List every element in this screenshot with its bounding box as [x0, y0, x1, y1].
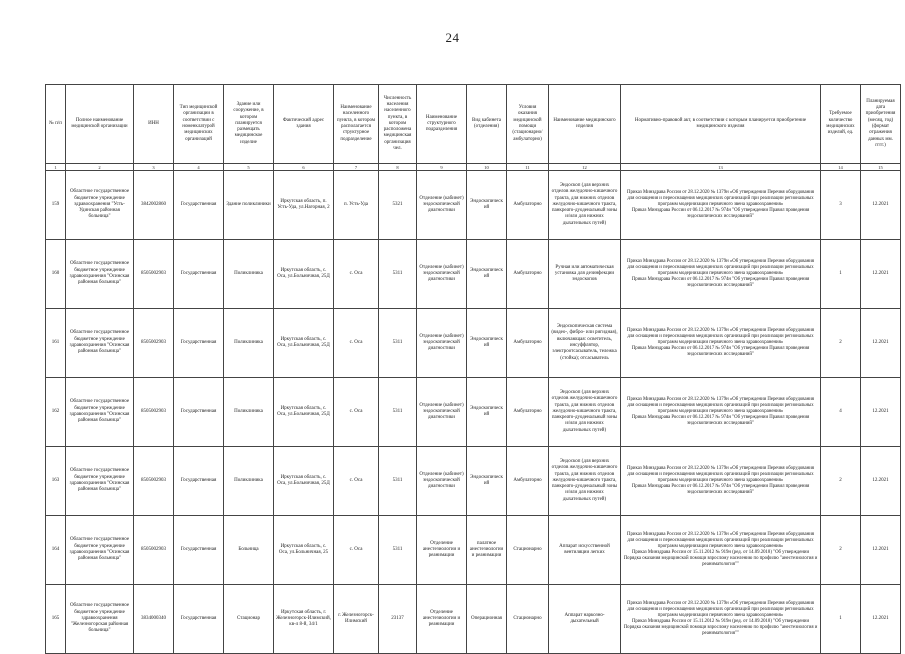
table-row: [46, 516, 901, 585]
column-number: 4: [174, 164, 224, 171]
inn: 8505002903: [134, 378, 174, 447]
address: Иркутская область, с. Оса, ул.Больничная, 25Д: [274, 240, 334, 309]
conditions: Амбулаторно: [507, 378, 549, 447]
org-type: Государственная: [174, 447, 224, 516]
org-name: Областное государственное бюджетное учреждение здравоохранения "Осинская районная больница": [66, 309, 134, 378]
device: Эндоскоп (для верхних отделов желудочно-кишечного тракта, для нижних отделов желудочно-кишечного тракта, панкреато-дуоденальный зоны и/или для нижних дыхательных путей): [549, 378, 621, 447]
basis-line: Приказ Минздрава России от 15.11.2012 № 919н (ред. от 14.09.2018) "Об утверждении Порядка оказания медицинской помощи взрослому населению по профилю "анестезиология и реаниматология"": [623, 550, 818, 567]
settlement: п. Усть-Уда: [334, 171, 379, 240]
column-number: 13: [621, 164, 821, 171]
column-number: 15: [861, 164, 901, 171]
table-row: [46, 171, 901, 240]
equipment-table-wrapper: [45, 84, 896, 654]
column-header: ИНН: [134, 85, 174, 164]
column-number: 12: [549, 164, 621, 171]
row-number: 159: [46, 171, 66, 240]
building: Поликлиника: [224, 378, 274, 447]
basis: [621, 309, 821, 378]
column-header: Наименование медицинского изделия: [549, 85, 621, 164]
basis-line: Приказ Минздрава России от 06.12.2017 № 974н "Об утверждении Правил проведения эндоскопических исследований": [631, 484, 810, 495]
table-row: [46, 585, 901, 654]
settlement: с. Оса: [334, 309, 379, 378]
population: 5311: [379, 378, 417, 447]
building: Здание поликлиники: [224, 171, 274, 240]
device: Ручная или автоматическая установка для дезинфекции эндоскопов: [549, 240, 621, 309]
org-name: Областное государственное бюджетное учреждение здравоохранения "Осинская районная больница": [66, 240, 134, 309]
building: Поликлиника: [224, 447, 274, 516]
inn: 3842002860: [134, 171, 174, 240]
column-number: 8: [379, 164, 417, 171]
row-number: 161: [46, 309, 66, 378]
unit: Отделение (кабинет) эндоскопической диагностики: [417, 240, 467, 309]
date: 12.2021: [861, 240, 901, 309]
date: 12.2021: [861, 447, 901, 516]
population: 23137: [379, 585, 417, 654]
column-header: Вид кабинета (отделения): [467, 85, 507, 164]
cabinet: Эндоскопический: [467, 171, 507, 240]
quantity: 1: [821, 585, 861, 654]
basis: [621, 240, 821, 309]
basis-line: Приказ Минздрава России от 06.12.2017 № 974н "Об утверждении Правил проведения эндоскопических исследований": [631, 277, 810, 288]
conditions: Амбулаторно: [507, 447, 549, 516]
column-number: 7: [334, 164, 379, 171]
column-header: Здание или сооружение, в котором планируется размещать медицинское изделие: [224, 85, 274, 164]
address: Иркутская область, с. Оса, ул.Больничная, 25Д: [274, 447, 334, 516]
column-header: Планируемая дата приобретения (месяц, год) (формат отражения данных мм. гггг.): [861, 85, 901, 164]
quantity: 2: [821, 516, 861, 585]
row-number: 163: [46, 447, 66, 516]
inn: 8505002903: [134, 447, 174, 516]
date: 12.2021: [861, 585, 901, 654]
inn: 3834000340: [134, 585, 174, 654]
org-type: Государственная: [174, 171, 224, 240]
basis-line: Приказ Минздрава России от 06.12.2017 № 974н "Об утверждении Правил проведения эндоскопических исследований": [631, 415, 810, 426]
inn: 8505002903: [134, 516, 174, 585]
equipment-table: [45, 84, 901, 654]
row-number: 165: [46, 585, 66, 654]
org-name: Областное государственное бюджетное учреждение здравоохранения "Железногорская районная больница": [66, 585, 134, 654]
org-name: Областное государственное бюджетное учреждение здравоохранения "Осинская районная больница": [66, 516, 134, 585]
basis-line: Приказ Минздрава России от 28.12.2020 № 1379н «Об утверждении Перечня оборудования для оснащения и переоснащения медицинских организаций при реализации региональных программ модернизации первичного звена здравоохранения»: [627, 532, 814, 549]
table-body: [46, 171, 901, 654]
population: 5311: [379, 309, 417, 378]
cabinet: палатное анестезиологии и реанимации: [467, 516, 507, 585]
quantity: 2: [821, 309, 861, 378]
column-number-row: [46, 164, 901, 171]
basis-line: Приказ Минздрава России от 06.12.2017 № 974н "Об утверждении Правил проведения эндоскопических исследований": [631, 346, 810, 357]
row-number: 162: [46, 378, 66, 447]
date: 12.2021: [861, 309, 901, 378]
column-header: Условия оказания медицинской помощи (стационарно/амбулаторно): [507, 85, 549, 164]
row-number: 164: [46, 516, 66, 585]
column-number: 5: [224, 164, 274, 171]
org-name: Областное государственное бюджетное учреждение здравоохранения "Усть-Удинская районная больница": [66, 171, 134, 240]
table-row: [46, 309, 901, 378]
basis-line: Приказ Минздрава России от 28.12.2020 № 1379н «Об утверждении Перечня оборудования для оснащения и переоснащения медицинских организаций при реализации региональных программ модернизации первичного звена здравоохранения»: [627, 466, 814, 483]
conditions: Стационарно: [507, 516, 549, 585]
column-header: Численность населения населенного пункта, в котором расположена медицинская организация чел.: [379, 85, 417, 164]
column-header: Наименование структурного подразделения: [417, 85, 467, 164]
conditions: Стационарно: [507, 585, 549, 654]
device: Аппарат наркозно-дыхательный: [549, 585, 621, 654]
unit: Отделение анестезиологии и реанимации: [417, 585, 467, 654]
basis-line: Приказ Минздрава России от 28.12.2020 № 1379н «Об утверждении Перечня оборудования для оснащения и переоснащения медицинских организаций при реализации региональных программ модернизации первичного звена здравоохранения»: [627, 328, 814, 345]
building: Больница: [224, 516, 274, 585]
cabinet: Эндоскопический: [467, 240, 507, 309]
column-header: Требуемое количество медицинских изделий, ед.: [821, 85, 861, 164]
inn: 8505002903: [134, 240, 174, 309]
column-number: 3: [134, 164, 174, 171]
column-number: 9: [417, 164, 467, 171]
settlement: с. Оса: [334, 240, 379, 309]
building: Стационар: [224, 585, 274, 654]
quantity: 4: [821, 378, 861, 447]
population: 5311: [379, 447, 417, 516]
settlement: с. Оса: [334, 516, 379, 585]
org-type: Государственная: [174, 585, 224, 654]
device: Эндоскоп (для верхних отделов желудочно-кишечного тракта, для нижних отделов желудочно-кишечного тракта, панкреато-дуоденальный зоны и/или для нижних дыхательных путей): [549, 447, 621, 516]
row-number: 160: [46, 240, 66, 309]
date: 12.2021: [861, 171, 901, 240]
settlement: с. Оса: [334, 378, 379, 447]
org-name: Областное государственное бюджетное учреждение здравоохранения "Осинская районная больница": [66, 447, 134, 516]
table-row: [46, 240, 901, 309]
table-row: [46, 378, 901, 447]
unit: Отделение анестезиологии и реанимации: [417, 516, 467, 585]
settlement: с. Оса: [334, 447, 379, 516]
table-header-row: [46, 85, 901, 164]
unit: Отделение (кабинет) эндоскопической диагностики: [417, 171, 467, 240]
column-number: 11: [507, 164, 549, 171]
conditions: Амбулаторно: [507, 309, 549, 378]
basis: [621, 516, 821, 585]
device: Аппарат искусственной вентиляции легких: [549, 516, 621, 585]
basis: [621, 171, 821, 240]
basis-line: Приказ Минздрава России от 06.12.2017 № 974н "Об утверждении Правил проведения эндоскопических исследований": [631, 208, 810, 219]
population: 5311: [379, 240, 417, 309]
unit: Отделение (кабинет) эндоскопической диагностики: [417, 309, 467, 378]
unit: Отделение (кабинет) эндоскопической диагностики: [417, 378, 467, 447]
quantity: 3: [821, 171, 861, 240]
settlement: г. Железногорск-Илимский: [334, 585, 379, 654]
org-name: Областное государственное бюджетное учреждение здравоохранения "Осинская районная больница": [66, 378, 134, 447]
basis-line: Приказ Минздрава России от 28.12.2020 № 1379н «Об утверждении Перечня оборудования для оснащения и переоснащения медицинских организаций при реализации региональных программ модернизации первичного звена здравоохранения»: [627, 397, 814, 414]
address: Иркутская область, с. Оса, ул.Больничная, 25Д: [274, 378, 334, 447]
basis-line: Приказ Минздрава России от 28.12.2020 № 1379н «Об утверждении Перечня оборудования для оснащения и переоснащения медицинских организаций при реализации региональных программ модернизации первичного звена здравоохранения»: [627, 601, 814, 618]
column-header: № п/п: [46, 85, 66, 164]
cabinet: Эндоскопический: [467, 447, 507, 516]
device: Эндоскоп (для верхних отделов желудочно-кишечного тракта, для нижних отделов желудочно-кишечного тракта, панкреато-дуоденальный зоны и/или для нижних дыхательных путей): [549, 171, 621, 240]
unit: Отделение (кабинет) эндоскопической диагностики: [417, 447, 467, 516]
conditions: Амбулаторно: [507, 171, 549, 240]
column-header: Тип медицинской организации в соответствии с номенклатурой медицинских организаций: [174, 85, 224, 164]
device: Эндоскопическая система (видео-, фибро- или ригидная), включающая: осветитель, инсуффлятор, электроотсасыватель, тележка (стойка); отсасыватель: [549, 309, 621, 378]
address: Иркутская область, с. Оса, ул.Больничная, 25: [274, 516, 334, 585]
population: 5311: [379, 516, 417, 585]
quantity: 1: [821, 240, 861, 309]
basis: [621, 378, 821, 447]
column-header: Наименование населенного пункта, в котором располагается структурное подразделение: [334, 85, 379, 164]
basis: [621, 447, 821, 516]
column-number: 2: [66, 164, 134, 171]
column-header: Нормативно-правовой акт, в соответствии с которым планируется приобретение медицинского изделия: [621, 85, 821, 164]
basis-line: Приказ Минздрава России от 15.11.2012 № 919н (ред. от 14.09.2018) "Об утверждении Порядка оказания медицинской помощи взрослому населению по профилю "анестезиология и реаниматология"": [623, 619, 818, 636]
org-type: Государственная: [174, 309, 224, 378]
basis-line: Приказ Минздрава России от 28.12.2020 № 1379н «Об утверждении Перечня оборудования для оснащения и переоснащения медицинских организаций при реализации региональных программ модернизации первичного звена здравоохранения»: [627, 259, 814, 276]
column-number: 10: [467, 164, 507, 171]
address: Иркутская область, с. Оса, ул.Больничная, 25Д: [274, 309, 334, 378]
cabinet: Эндоскопический: [467, 378, 507, 447]
org-type: Государственная: [174, 240, 224, 309]
building: Поликлиника: [224, 240, 274, 309]
population: 5321: [379, 171, 417, 240]
cabinet: Эндоскопический: [467, 309, 507, 378]
address: Иркутская область, п. Усть-Уда, ул.Нагорная, 2: [274, 171, 334, 240]
basis: [621, 585, 821, 654]
date: 12.2021: [861, 516, 901, 585]
basis-line: Приказ Минздрава России от 28.12.2020 № 1379н «Об утверждении Перечня оборудования для оснащения и переоснащения медицинских организаций при реализации региональных программ модернизации первичного звена здравоохранения»: [627, 190, 814, 207]
org-type: Государственная: [174, 378, 224, 447]
column-header: Полное наименование медицинской организации: [66, 85, 134, 164]
date: 12.2021: [861, 378, 901, 447]
conditions: Амбулаторно: [507, 240, 549, 309]
column-number: 1: [46, 164, 66, 171]
building: Поликлиника: [224, 309, 274, 378]
table-row: [46, 447, 901, 516]
quantity: 2: [821, 447, 861, 516]
address: Иркутская область, г. Железногорск-Илимский, кв-л 8-й, 34/1: [274, 585, 334, 654]
page-number: 24: [445, 30, 460, 45]
column-number: 14: [821, 164, 861, 171]
org-type: Государственная: [174, 516, 224, 585]
inn: 8505002903: [134, 309, 174, 378]
cabinet: Операционная: [467, 585, 507, 654]
column-header: Фактический адрес здания: [274, 85, 334, 164]
column-number: 6: [274, 164, 334, 171]
